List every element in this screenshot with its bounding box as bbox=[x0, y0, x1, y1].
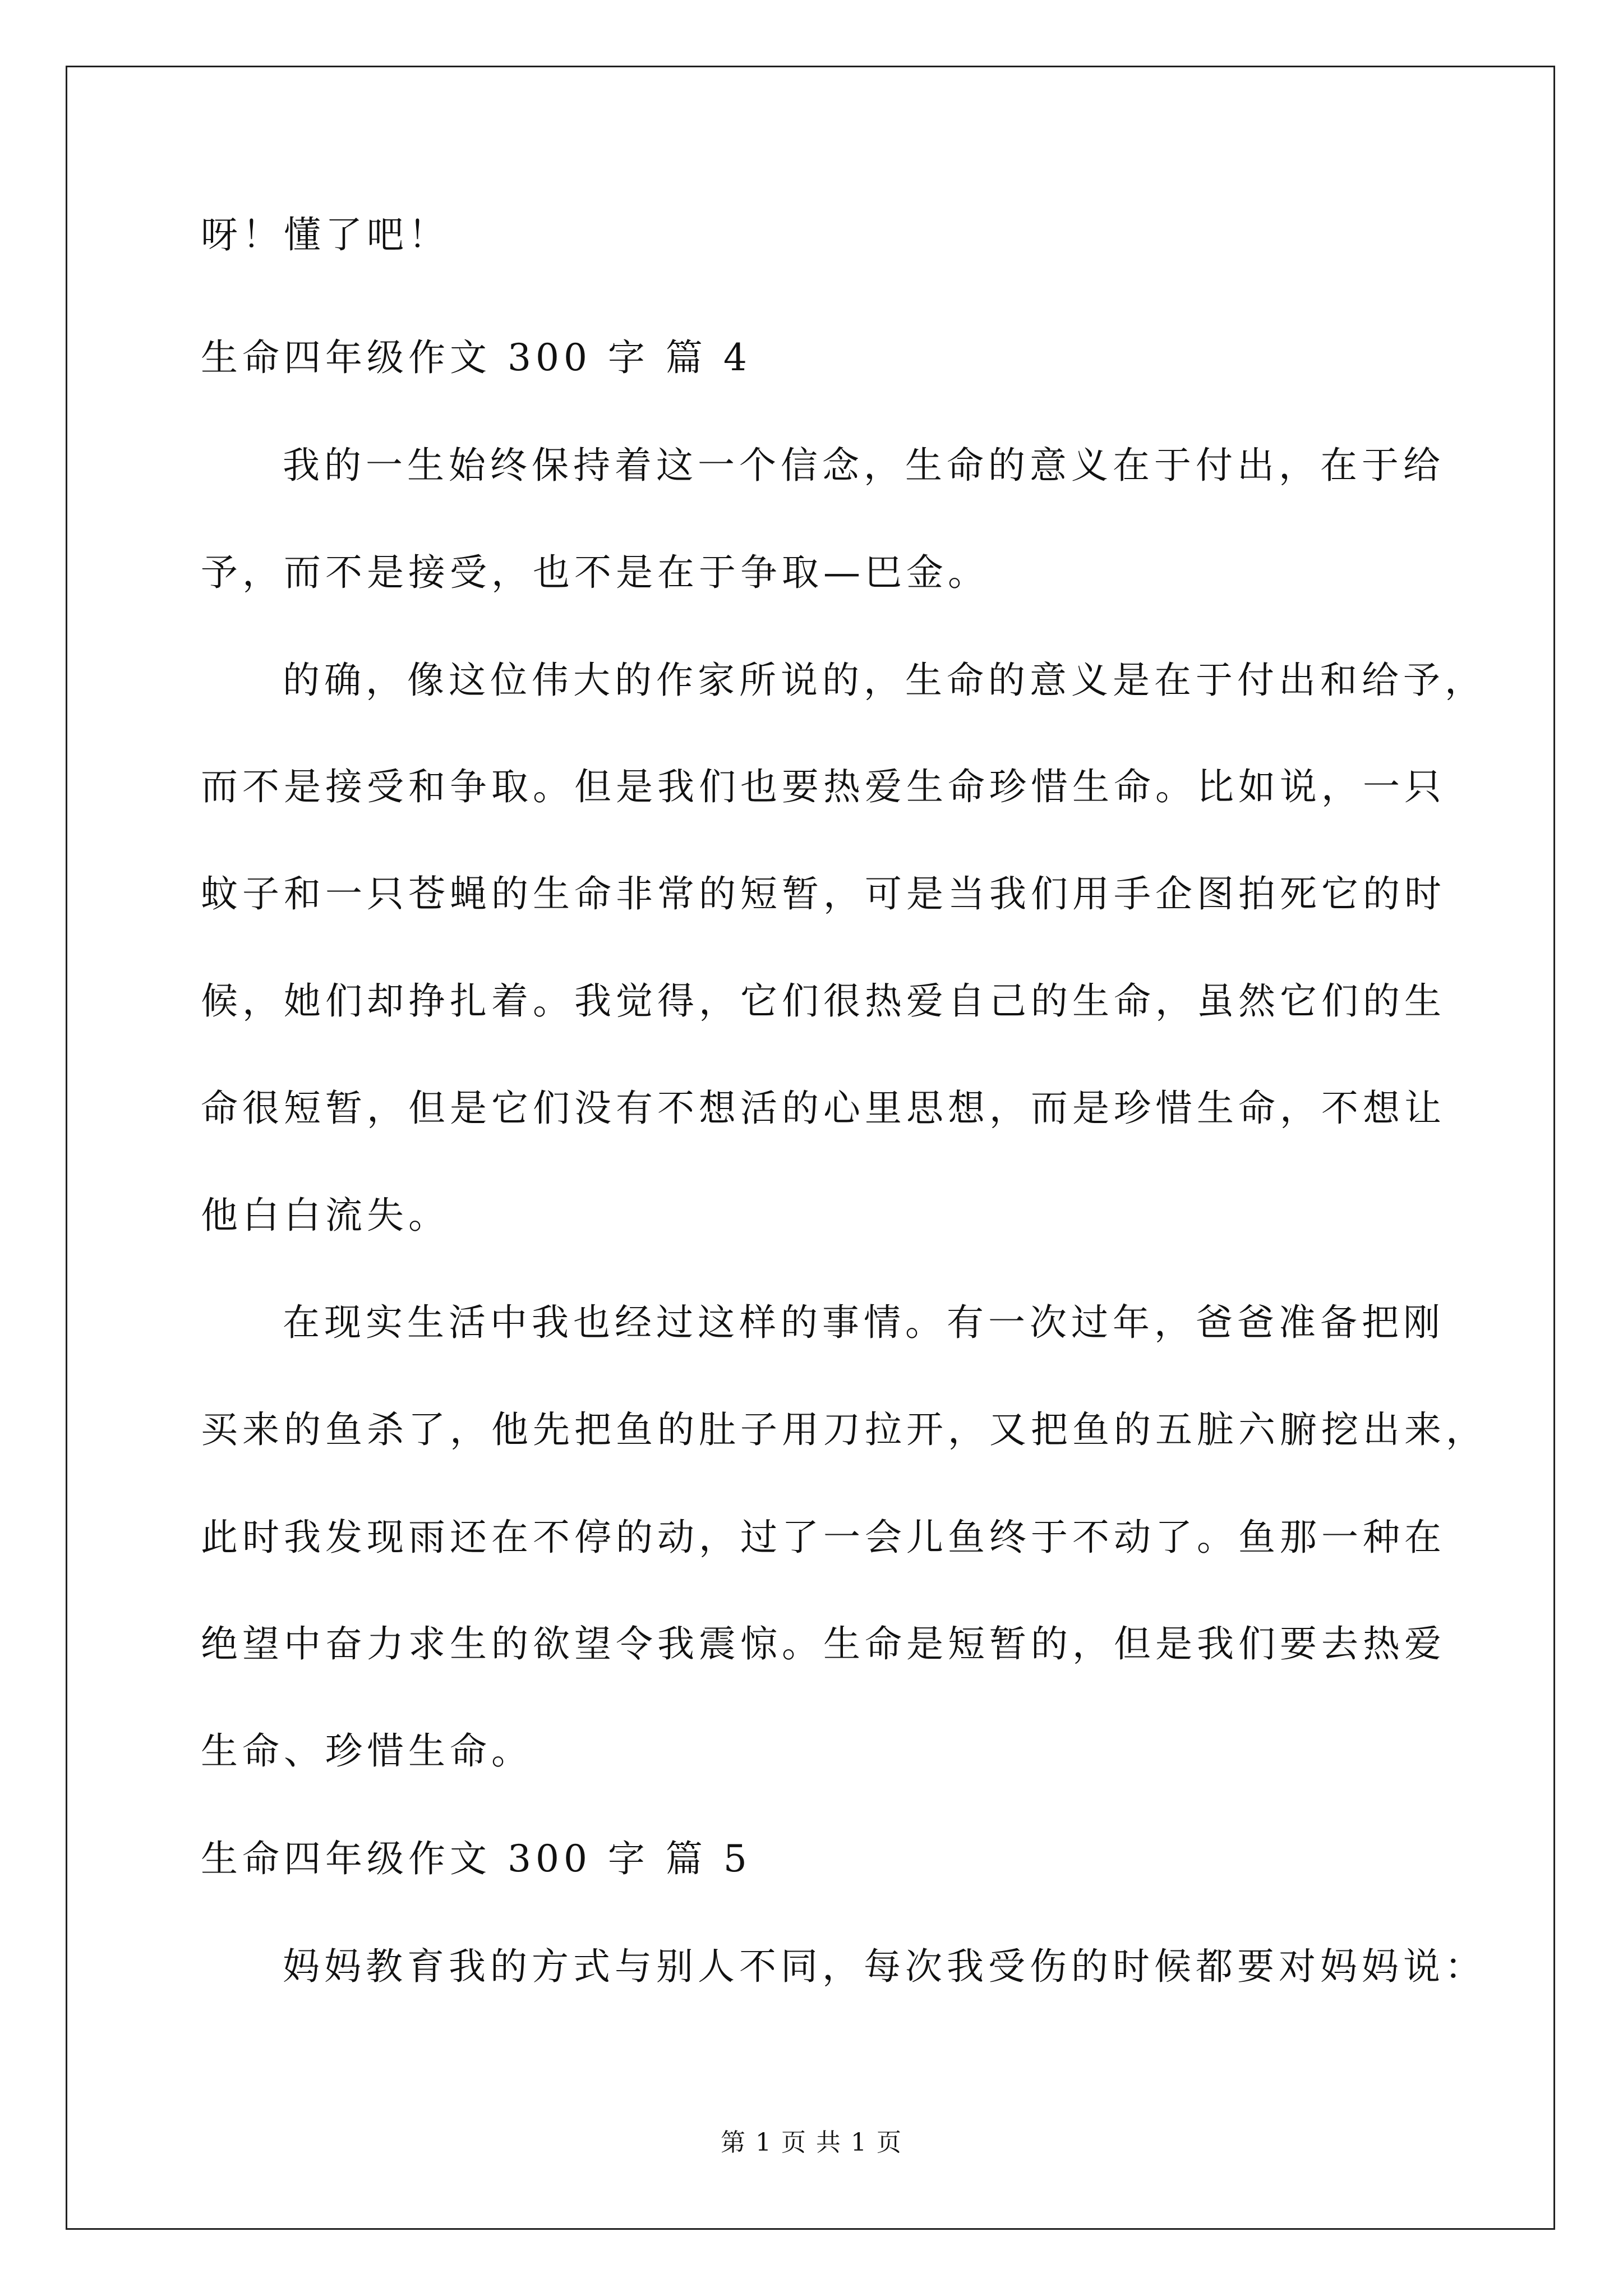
paragraph-first-line: 在现实生活中我也经过这样的事情。有一次过年，爸爸准备把刚 bbox=[283, 1301, 1445, 1344]
text-line: 绝望中奋力求生的欲望令我震惊。生命是短暂的，但是我们要去热爱 bbox=[201, 1622, 1446, 1665]
section-heading: 生命四年级作文 300 字 篇 5 bbox=[201, 1837, 751, 1880]
text-line: 呀！懂了吧！ bbox=[201, 213, 450, 256]
text-line: 他白白流失。 bbox=[201, 1194, 450, 1237]
page-border bbox=[66, 66, 1555, 2230]
paragraph-first-line: 我的一生始终保持着这一个信念，生命的意义在于付出，在于给 bbox=[283, 444, 1445, 487]
text-line: 予，而不是接受，也不是在于争取—巴金。 bbox=[201, 551, 989, 594]
section-heading: 生命四年级作文 300 字 篇 4 bbox=[201, 336, 751, 379]
text-line: 此时我发现雨还在不停的动，过了一会儿鱼终于不动了。鱼那一种在 bbox=[201, 1516, 1446, 1559]
page-footer: 第 1 页 共 1 页 bbox=[721, 2128, 902, 2157]
text-line: 而不是接受和争取。但是我们也要热爱生命珍惜生命。比如说，一只 bbox=[201, 765, 1446, 808]
text-line: 候，她们却挣扎着。我觉得，它们很热爱自己的生命，虽然它们的生 bbox=[201, 979, 1446, 1023]
text-line: 蚊子和一只苍蝇的生命非常的短暂，可是当我们用手企图拍死它的时 bbox=[201, 872, 1446, 915]
text-line: 生命、珍惜生命。 bbox=[201, 1729, 533, 1773]
paragraph-first-line: 的确，像这位伟大的作家所说的，生命的意义是在于付出和给予， bbox=[283, 659, 1486, 702]
text-line: 买来的鱼杀了，他先把鱼的肚子用刀拉开，又把鱼的五脏六腑挖出来， bbox=[201, 1408, 1487, 1451]
paragraph-first-line: 妈妈教育我的方式与别人不同，每次我受伤的时候都要对妈妈说： bbox=[283, 1945, 1486, 1988]
text-line: 命很短暂，但是它们没有不想活的心里思想，而是珍惜生命，不想让 bbox=[201, 1087, 1446, 1130]
